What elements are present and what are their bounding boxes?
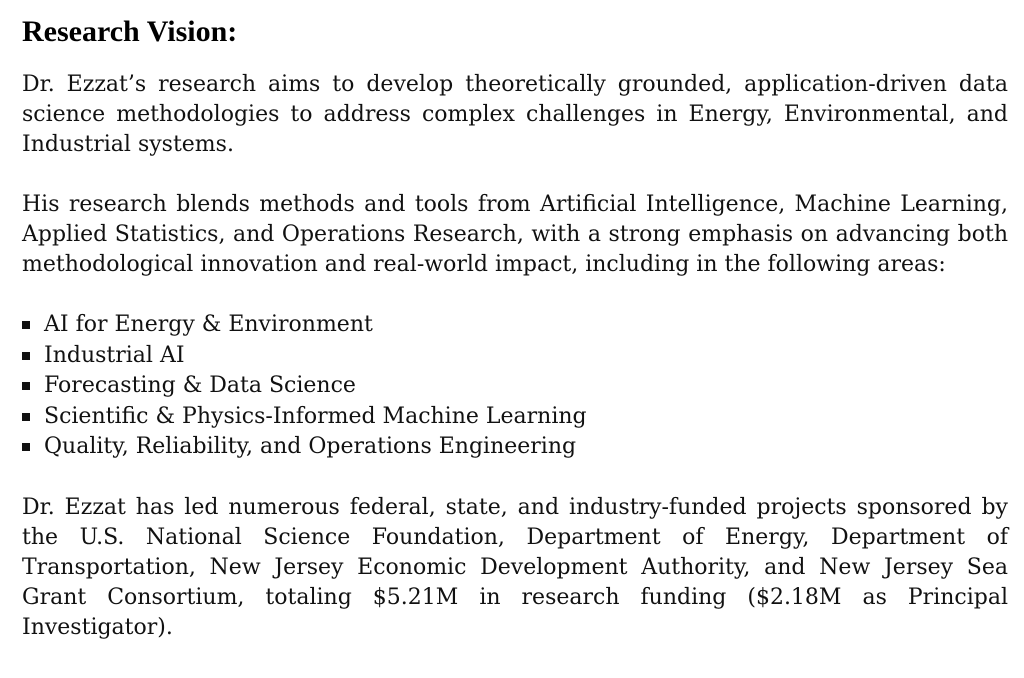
list-item-label: AI for Energy & Environment (44, 312, 373, 337)
research-areas-list (22, 310, 1008, 463)
research-vision-section (22, 14, 1008, 673)
intro-paragraph: Dr. Ezzat’s research aims to develop theoretically grounded, application-driven data science methodologies to address complex challenges in Energy, Environmental, and Industrial systems. (22, 72, 1008, 157)
list-item (22, 310, 1008, 341)
list-item (22, 432, 1008, 463)
square-bullet-icon (22, 321, 30, 329)
list-item-label: Forecasting & Data Science (44, 373, 356, 398)
list-item (22, 341, 1008, 372)
list-item-label: Scientific & Physics-Informed Machine Learning (44, 403, 587, 429)
list-item-label: Quality, Reliability, and Operations Engineering (44, 434, 577, 459)
list-item (22, 371, 1008, 402)
square-bullet-icon (22, 443, 30, 451)
square-bullet-icon (22, 352, 30, 360)
square-bullet-icon (22, 382, 30, 390)
page-title: Research Vision: (22, 15, 238, 48)
square-bullet-icon (22, 413, 30, 421)
methods-paragraph: His research blends methods and tools from Artificial Intelligence, Machine Learning, Applied Statistics, and Operations Research, with a strong emphasis on advancing both methodological innovation and real-world impact, including in the following areas: (22, 192, 1008, 277)
funding-paragraph: Dr. Ezzat has led numerous federal, state, and industry-funded projects sponsored by the U.S. National Science Foundation, Department of Energy, Department of Transportation, New Jersey Economic Development Authority, and New Jersey Sea Grant Consortium, totaling $5.21M in research funding ($2.18M as Principal Investigator). (22, 494, 1008, 640)
list-item-label: Industrial AI (44, 342, 185, 368)
list-item (22, 402, 1008, 433)
